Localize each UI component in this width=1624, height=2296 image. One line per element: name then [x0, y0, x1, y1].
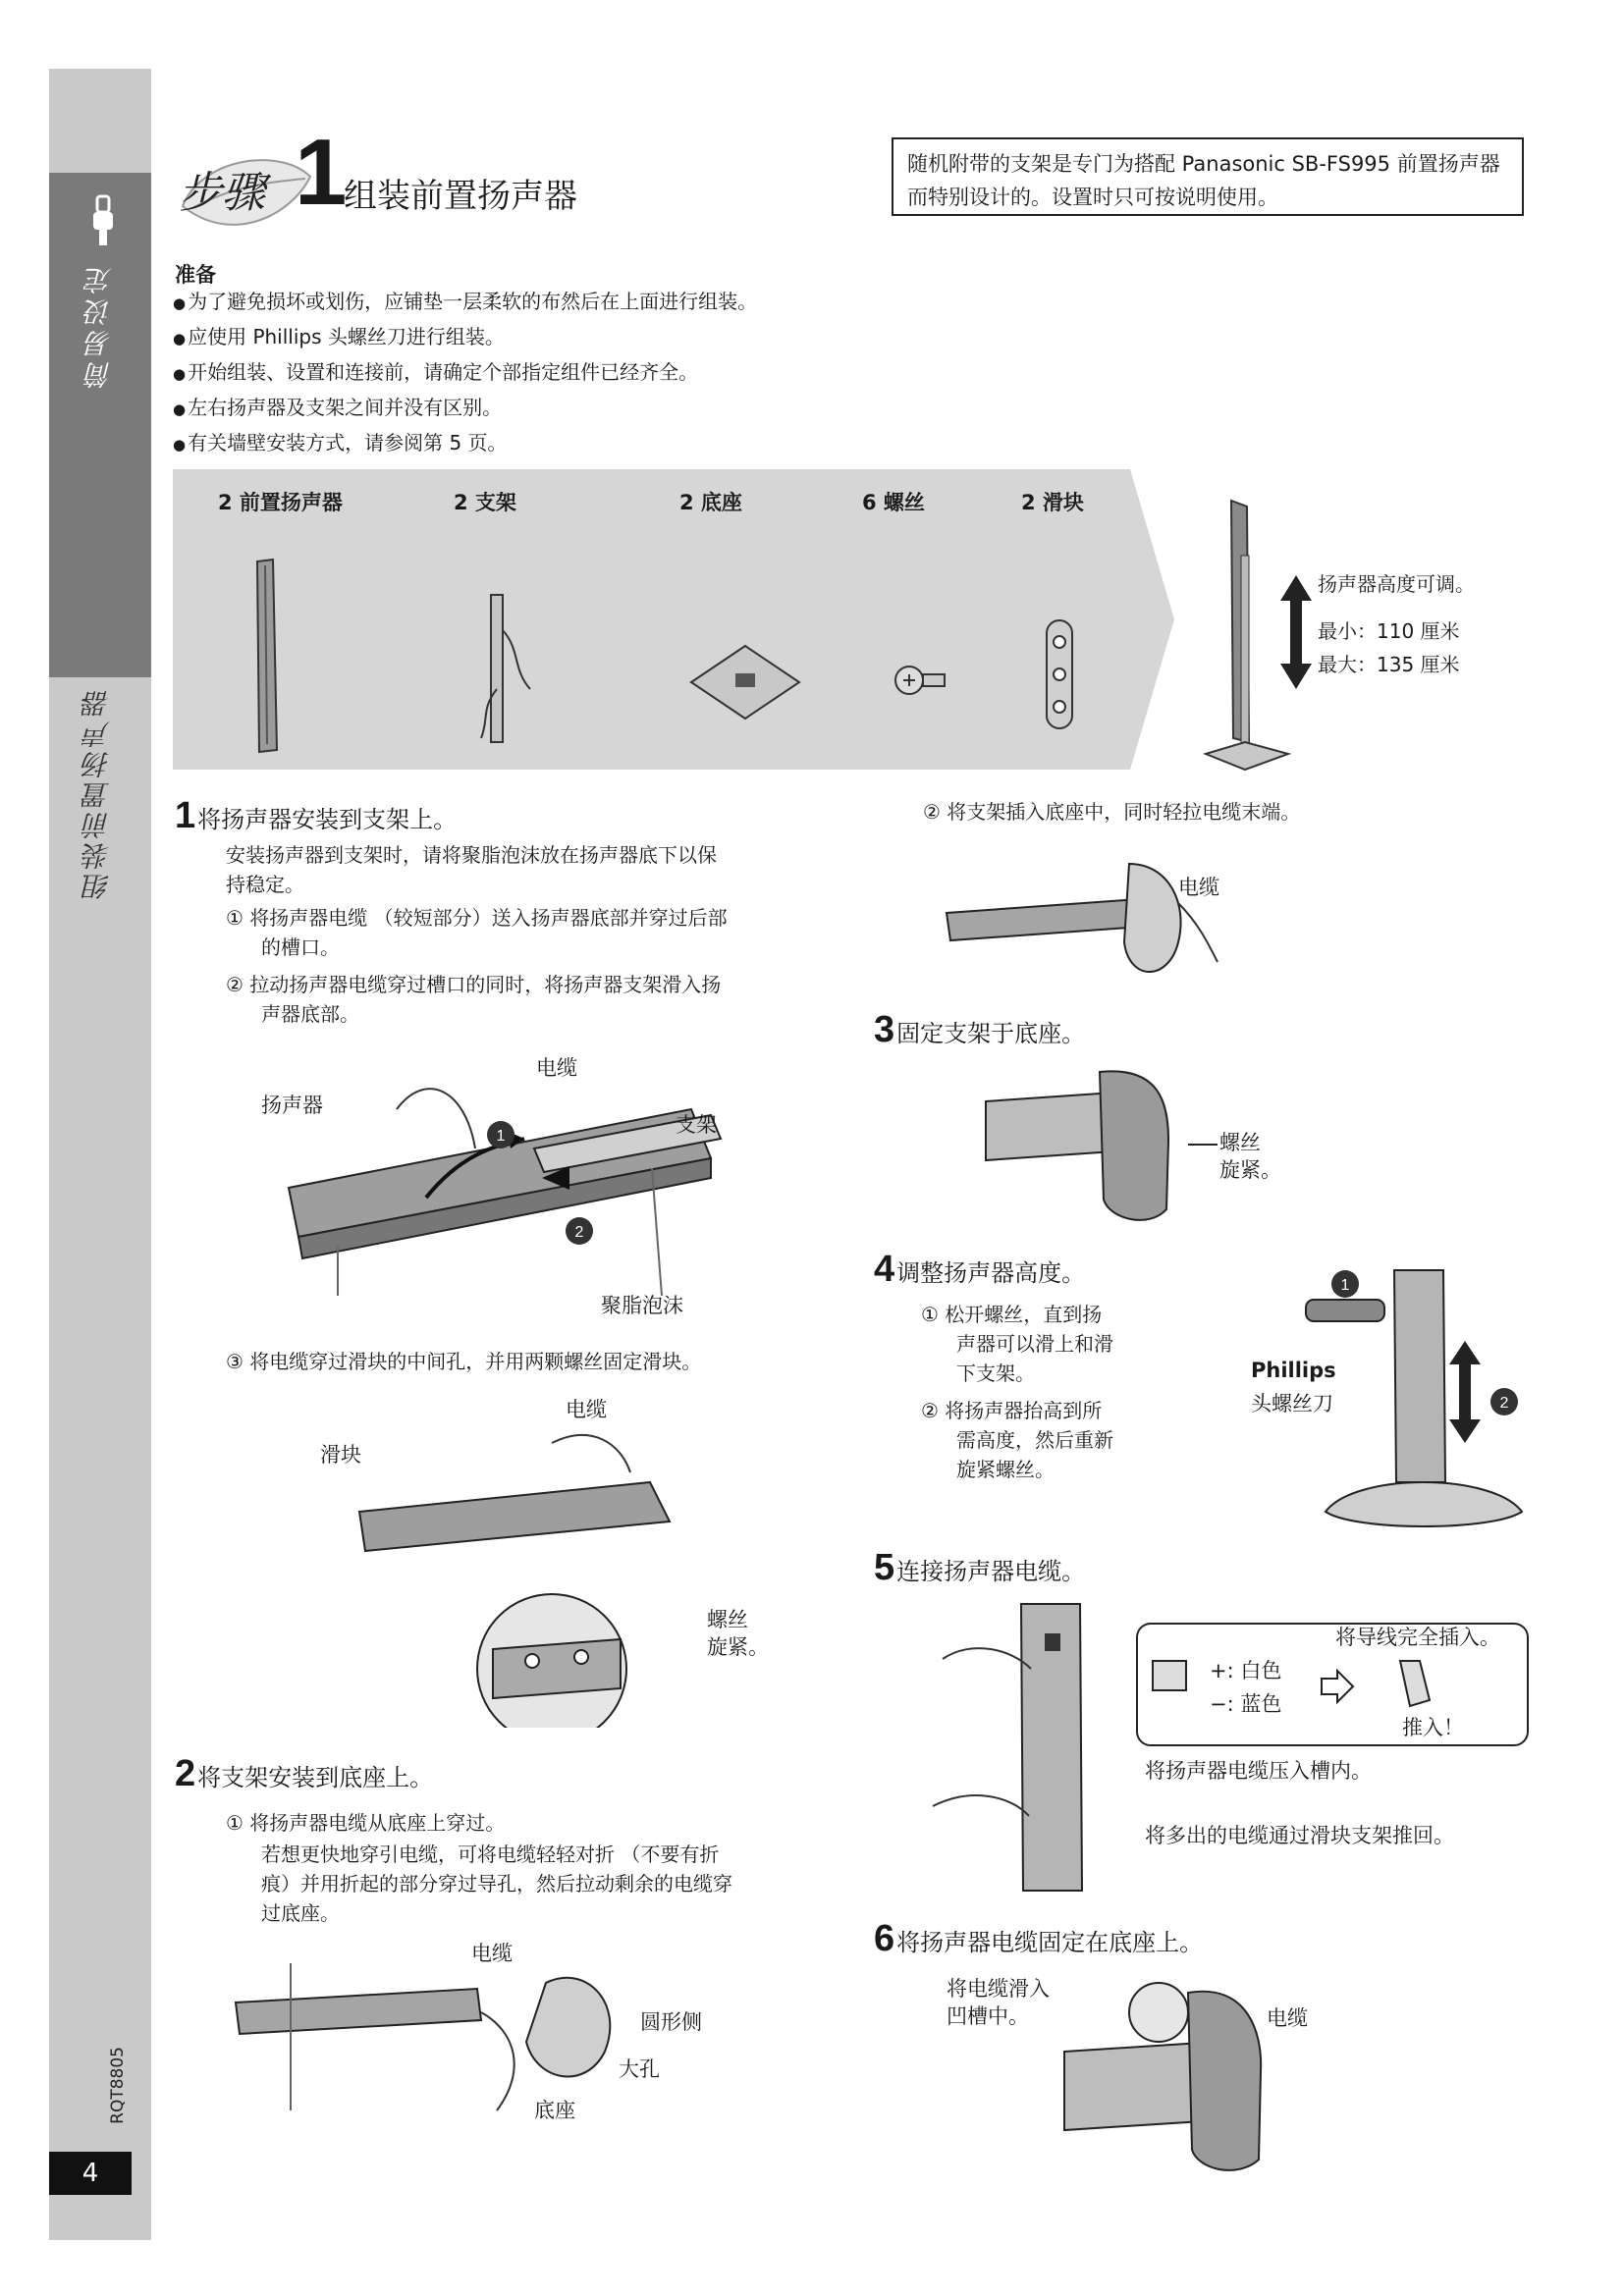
step-1-figure-b	[355, 1404, 699, 1728]
base-icon	[681, 638, 809, 726]
step-5-number: 5	[874, 1547, 895, 1588]
page-title: 组装前置扬声器	[344, 177, 577, 216]
screw-icon	[890, 658, 948, 703]
note-box: 随机附带的支架是专门为搭配 Panasonic SB-FS995 前置扬声器而特别设计的。设置时只可按说明使用。	[892, 137, 1524, 216]
rail-section-label: 组装前置扬声器	[81, 687, 114, 900]
press-into-text: 将扬声器电缆压入槽内。	[1145, 1759, 1372, 1783]
step-2-figure-b	[943, 844, 1227, 991]
step-4-title: 调整扬声器高度。	[896, 1259, 1086, 1287]
list-item: ● 应使用 Phillips 头螺丝刀进行组装。	[173, 320, 757, 355]
step-1-sub1	[226, 903, 728, 962]
push-back-text: 将多出的电缆通过滑块支架推回。	[1145, 1824, 1454, 1847]
preparation-title: 准备	[175, 263, 216, 287]
step-2-heading	[175, 1753, 433, 1795]
step-3-number: 3	[874, 1009, 895, 1050]
callout-cable: 电缆	[566, 1398, 607, 1421]
callout-stand: 支架	[676, 1113, 717, 1137]
part-label-screw: 6 螺丝	[862, 491, 925, 514]
callout-cable: 电缆	[471, 1942, 513, 1965]
step-3-heading	[874, 1009, 1085, 1051]
height-arrow-icon	[1278, 573, 1314, 691]
step-2-figure	[232, 1944, 624, 2120]
step-1-sub2	[226, 970, 721, 1029]
polarity-minus: −: 蓝色	[1210, 1692, 1282, 1716]
svg-text:1: 1	[496, 1128, 506, 1145]
part-label-base: 2 底座	[679, 491, 742, 514]
text-line: ② 将扬声器抬高到所	[921, 1399, 1103, 1422]
step-1-number: 1	[175, 795, 196, 836]
svg-text:1: 1	[1340, 1277, 1350, 1294]
step-1-sub3: ③ 将电缆穿过滑块的中间孔，并用两颗螺丝固定滑块。	[226, 1350, 702, 1373]
callout-line: 将电缆滑入	[947, 1977, 1050, 2001]
text-line: 痕）并用折起的部分穿过导孔，然后拉动剩余的电缆穿	[261, 1872, 732, 1896]
height-max: 最大：135 厘米	[1318, 653, 1460, 676]
text-line: 声器可以滑上和滑	[956, 1332, 1113, 1356]
callout-foam: 聚脂泡沫	[601, 1294, 683, 1317]
step-4-heading	[874, 1249, 1085, 1291]
step-6-number: 6	[874, 1918, 895, 1959]
step-2-title: 将支架安装到底座上。	[197, 1764, 434, 1791]
list-item: ● 左右扬声器及支架之间并没有区别。	[173, 391, 757, 426]
callout-line: 凹槽中。	[947, 2004, 1029, 2028]
stand-icon	[461, 591, 550, 748]
callout-slider: 滑块	[320, 1443, 361, 1467]
step-5-title: 连接扬声器电缆。	[896, 1558, 1086, 1585]
insert-full-text: 将导线完全插入。	[1335, 1626, 1500, 1649]
step-number: 1	[295, 120, 348, 225]
height-min: 最小：110 厘米	[1318, 619, 1460, 643]
doc-code: RQT8805	[108, 2047, 128, 2124]
polarity-plus: +: 白色	[1210, 1659, 1282, 1682]
step-4-number: 4	[874, 1249, 895, 1290]
step-6-heading	[874, 1918, 1203, 1960]
step-5-heading	[874, 1547, 1085, 1589]
callout-cable: 电缆	[1178, 876, 1219, 899]
text-line: 持稳定。	[226, 873, 304, 896]
step-4-sub1	[921, 1300, 1113, 1388]
push-in-text: 推入！	[1402, 1716, 1464, 1739]
text-line: ② 拉动扬声器电缆穿过槽口的同时，将扬声器支架滑入扬	[226, 973, 722, 996]
rail-tab-label: 简易设定	[83, 263, 116, 389]
step-5-figure	[913, 1600, 1149, 1895]
step-3-title: 固定支架于底座。	[896, 1020, 1086, 1047]
list-item: ● 开始组装、设置和连接前，请确定个部指定组件已经齐全。	[173, 355, 757, 391]
step-3-figure	[982, 1062, 1237, 1229]
step-1-figure-a	[279, 1050, 731, 1306]
side-rail-tab	[49, 173, 151, 677]
step-1-title: 将扬声器安装到支架上。	[197, 806, 458, 833]
callout-base: 底座	[534, 2099, 575, 2122]
height-adjust-line: 扬声器高度可调。	[1318, 572, 1475, 596]
step-1-intro	[226, 840, 717, 899]
plug-icon	[90, 194, 116, 249]
part-label-slider: 2 滑块	[1021, 491, 1084, 514]
text-line: 的槽口。	[261, 935, 340, 959]
text-line: 安装扬声器到支架时，请将聚脂泡沫放在扬声器底下以保	[226, 843, 717, 867]
svg-text:2: 2	[1499, 1395, 1509, 1412]
height-adjust-text	[1318, 567, 1475, 681]
callout-screw	[707, 1606, 769, 1661]
text-line: 过底座。	[261, 1901, 340, 1925]
callout-line: 旋紧。	[1219, 1158, 1281, 1182]
callout-round-side: 圆形侧	[640, 2010, 702, 2034]
text-line: 旋紧螺丝。	[956, 1458, 1055, 1481]
callout-line: 旋紧。	[707, 1635, 769, 1659]
step-6-title: 将扬声器电缆固定在底座上。	[896, 1929, 1204, 1956]
step-word: 步骤	[179, 168, 265, 218]
callout-line: 螺丝	[1219, 1131, 1261, 1154]
text-line: 需高度，然后重新	[956, 1428, 1113, 1452]
speaker-icon	[251, 558, 281, 754]
callout-speaker: 扬声器	[261, 1094, 323, 1117]
preparation-list	[173, 285, 757, 461]
part-label-stand: 2 支架	[454, 491, 516, 514]
step-4-sub2	[921, 1396, 1113, 1484]
callout-screw	[1219, 1129, 1281, 1184]
step-2-sub1: ① 将扬声器电缆从底座上穿过。	[226, 1811, 506, 1835]
callout-cable: 电缆	[1267, 2006, 1308, 2030]
text-line: ① 将扬声器电缆 （较短部分）送入扬声器底部并穿过后部	[226, 906, 728, 930]
page-number: 4	[49, 2152, 132, 2195]
part-label-speaker: 2 前置扬声器	[218, 491, 343, 514]
text-line: ① 松开螺丝，直到扬	[921, 1303, 1103, 1326]
slide-into-text	[947, 1975, 1050, 2030]
slider-icon	[1043, 616, 1078, 734]
step-1-heading	[175, 795, 457, 837]
text-line: 若想更快地穿引电缆，可将电缆轻轻对折 （不要有折	[261, 1842, 720, 1866]
svg-text:2: 2	[574, 1224, 584, 1241]
step-2-detail	[261, 1840, 732, 1928]
list-item: ● 有关墙壁安装方式，请参阅第 5 页。	[173, 426, 757, 461]
callout-line: 螺丝	[707, 1608, 748, 1631]
step-2-sub2: ② 将支架插入底座中，同时轻拉电缆末端。	[923, 800, 1301, 824]
callout-big-hole: 大孔	[619, 2057, 660, 2081]
tool-label-phillips: Phillips	[1251, 1359, 1336, 1382]
text-line: 声器底部。	[261, 1002, 359, 1026]
list-item: ● 为了避免损坏或划伤，应铺垫一层柔软的布然后在上面进行组装。	[173, 285, 757, 320]
callout-cable: 电缆	[536, 1056, 577, 1080]
step-2-number: 2	[175, 1753, 196, 1794]
tool-label-screwdriver: 头螺丝刀	[1251, 1392, 1333, 1415]
step-6-figure	[1060, 1973, 1296, 2179]
text-line: 下支架。	[956, 1362, 1035, 1385]
